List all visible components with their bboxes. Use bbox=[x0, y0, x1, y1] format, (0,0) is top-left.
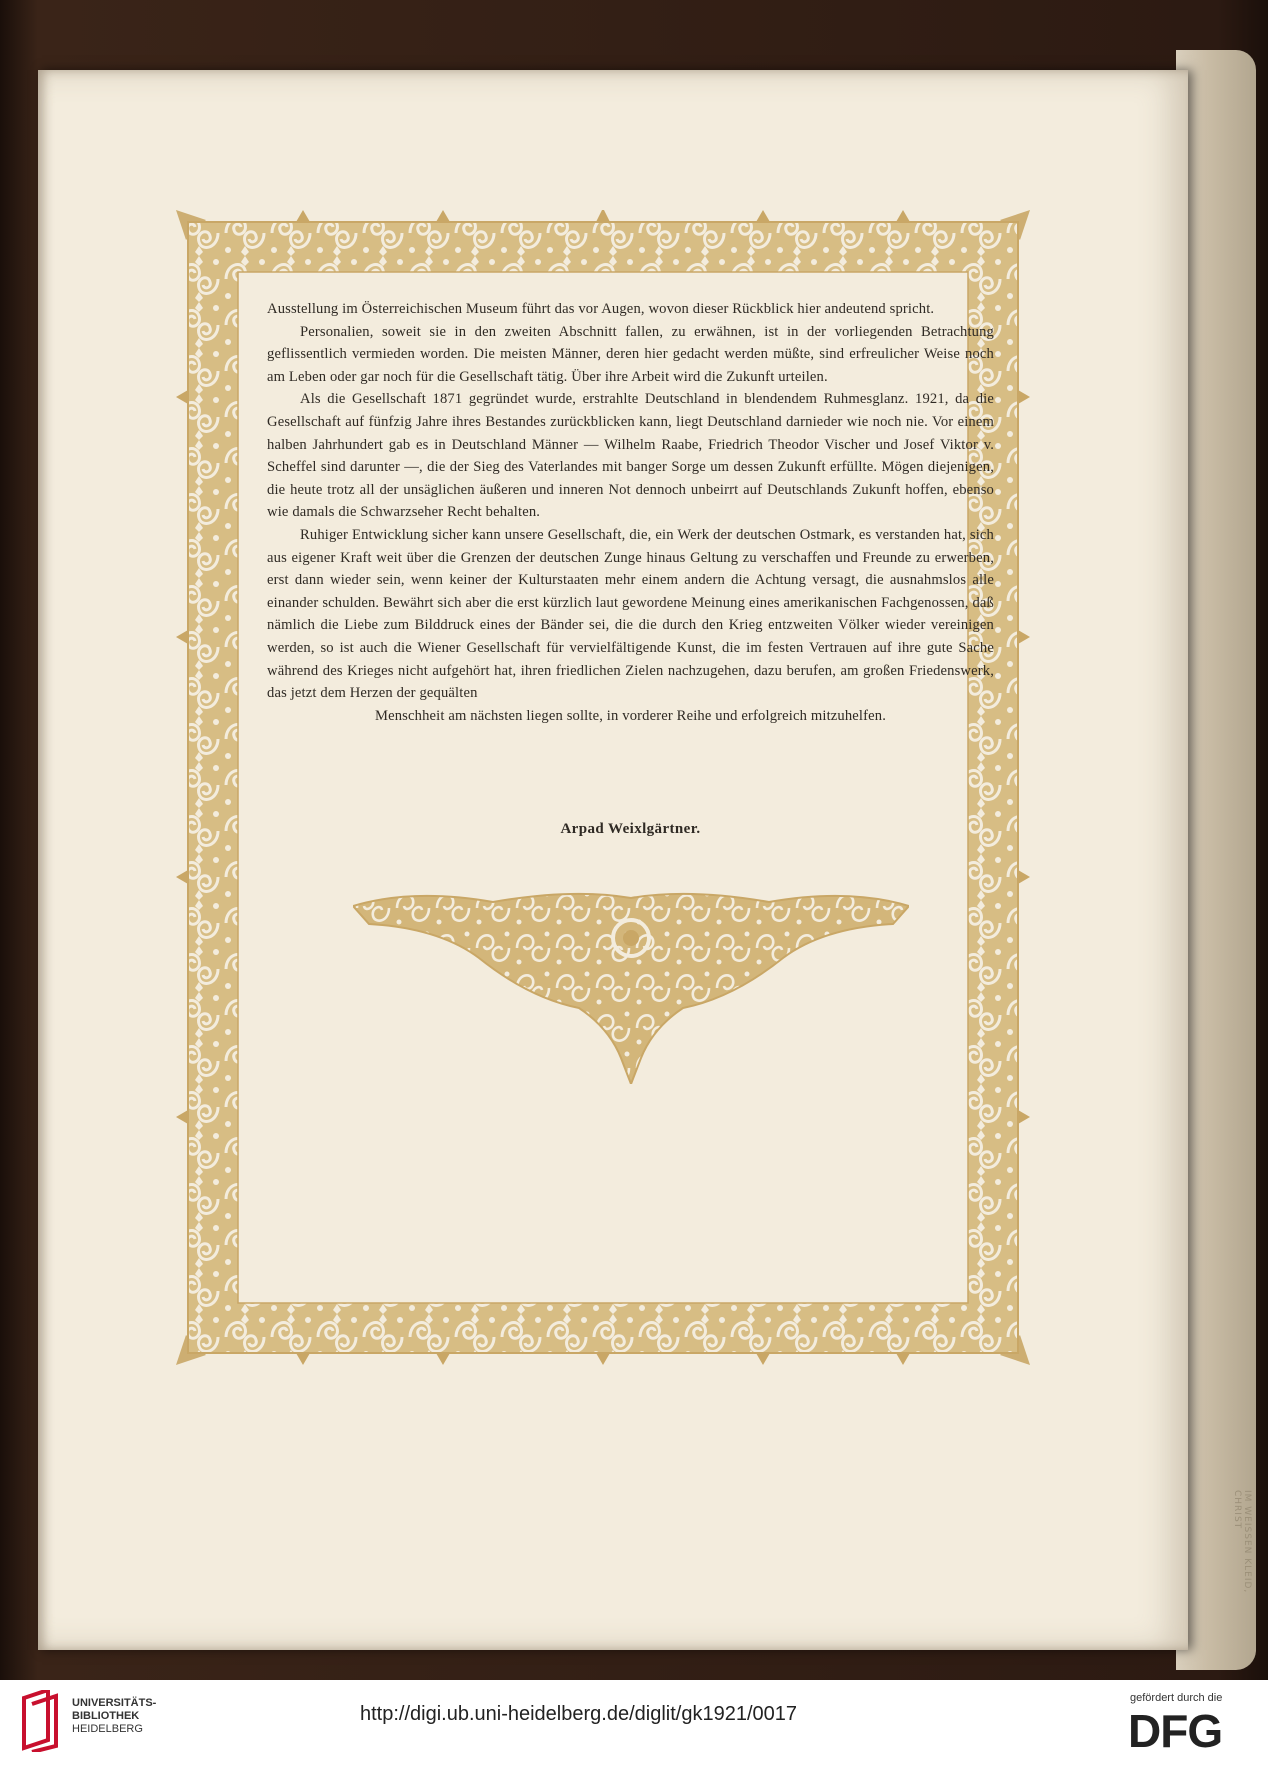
paragraph: Als die Gesellschaft 1871 gegründet wurde, erstrahlte Deutschland in blendendem Ruhmesglanz. 1921, da die Gesellschaft auf fünfzig Jahre ihres Bestandes zurückblicken kann, liegt Deutschland darnieder wie noch nie. Vor einem halben Jahrhundert gab es in Deutschland Männer — Wilhelm Raabe, Friedrich Theodor Vischer und Josef Viktor v. Scheffel sind darunter —, die der Sieg des Vaterlandes mit banger Sorge um dessen Zukunft erfüllte. Mögen diejenigen, die heute trotz all der unsäglichen äußeren und inneren Not dennoch unbeirrt auf Deutschlands Zukunft hoffen, ebenso wie damals die Schwarzseher Recht behalten. bbox=[267, 391, 994, 521]
paragraph: Ruhiger Entwicklung sicher kann unsere Gesellschaft, die, ein Werk der deutschen Ostmark, es verstanden hat, sich aus eigener Kraft weit über die Grenzen der deutschen Zunge hinaus Geltung zu verschaffen und Freunde zu erwerben, erst dann wieder sein, wenn keiner der Kulturstaaten mehr einem andern die Achtung versagt, die ausnahmslos alle einander schulden. Bewährt sich aber die erst kürzlich laut gewordene Meinung eines amerikanischen Fachgenossen, daß nämlich die Liebe zum Bilddruck eines der Bänder sei, die die durch den Krieg entzweiten Völker wieder vereinigen werden, so ist auch die Wiener Gesellschaft für vervielfältigende Kunst, die im festen Vertrauen auf ihre gute Sache während des Krieges nicht aufgehört hat, ihren friedlichen Zielen nachzugehen, dazu berufen, am großen Friedenswerk, das jetzt dem Herzen der gequälten bbox=[267, 526, 994, 702]
library-logo-icon bbox=[18, 1690, 62, 1752]
library-name-line: BIBLIOTHEK bbox=[72, 1710, 140, 1722]
library-name-line: UNIVERSITÄTS- bbox=[72, 1697, 157, 1709]
paragraph: Ausstellung im Österreichischen Museum führt das vor Augen, wovon dieser Rückblick hier andeutend spricht. bbox=[267, 301, 935, 317]
funding-caption: gefördert durch die bbox=[1130, 1692, 1223, 1704]
paragraph: Menschheit am nächsten liegen sollte, in vorderer Reihe und erfolgreich mitzuhelfen. bbox=[374, 707, 887, 724]
permalink-url[interactable]: http://digi.ub.uni-heidelberg.de/diglit/gk1921/0017 bbox=[360, 1703, 797, 1725]
body-text bbox=[267, 298, 994, 727]
dfg-logo: DFG bbox=[1128, 1705, 1223, 1757]
library-name bbox=[72, 1697, 156, 1736]
library-name-line: HEIDELBERG bbox=[72, 1723, 143, 1735]
vignette-ornament-graphic bbox=[353, 888, 909, 1084]
paragraph: Personalien, soweit sie in den zweiten Abschnitt fallen, zu erwähnen, ist in der vorliegenden Betrachtung geflissentlich vermieden worden. Die meisten Männer, deren hier gedacht werden müßte, sind erfreulicher Weise noch am Leben oder gar noch für die Gesellschaft tätig. Über ihre Arbeit wird die Zukunft urteilen. bbox=[267, 323, 994, 385]
page-edge-text: IM WEISSEN KLEID, CHRIST bbox=[1232, 1490, 1252, 1594]
author-signature: Arpad Weixlgärtner. bbox=[560, 821, 701, 837]
library-logo-graphic bbox=[18, 1690, 62, 1752]
next-page-edge bbox=[1176, 50, 1256, 1670]
vignette-ornament bbox=[353, 888, 909, 1084]
